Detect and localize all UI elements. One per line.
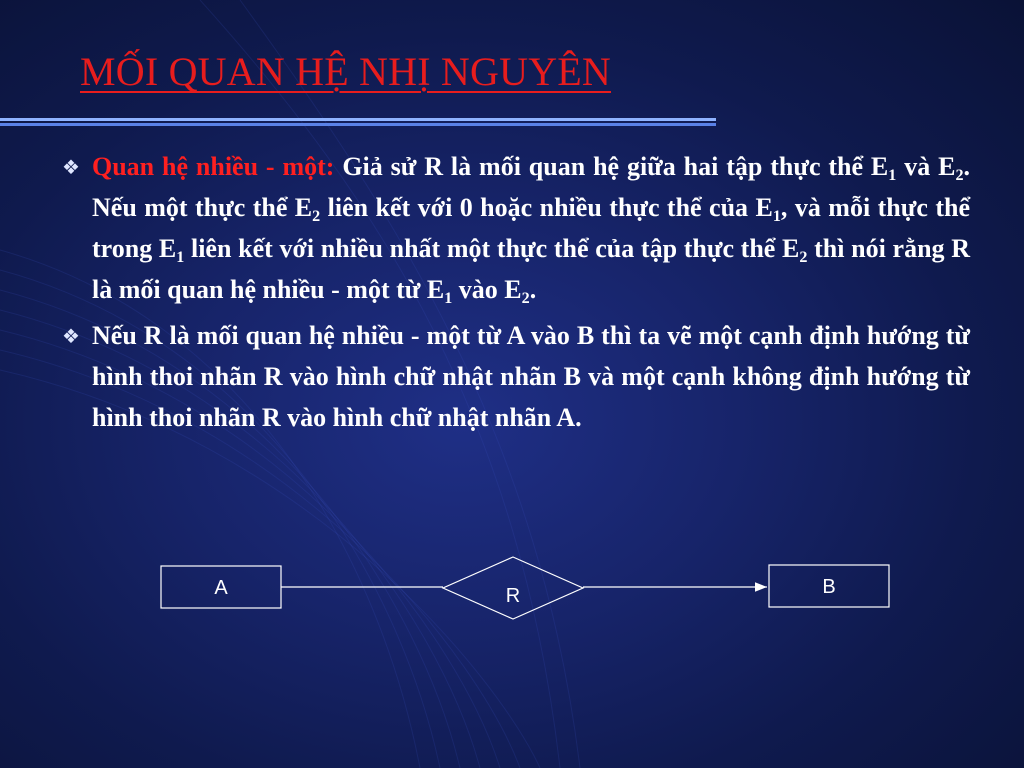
subscript: 1 (444, 289, 453, 307)
subscript: 2 (312, 207, 321, 225)
bullet-text: thì nói rằng R là mối quan hệ nhiều - một từ E (92, 234, 971, 304)
slide-title: MỐI QUAN HỆ NHỊ NGUYÊN (80, 49, 612, 94)
subscript: 2 (799, 248, 808, 266)
relationship-label: R (505, 585, 521, 607)
subscript: 2 (955, 166, 964, 184)
entity-label-b: B (822, 576, 836, 598)
bullet-text: vào E (452, 275, 522, 304)
bullet-text: Nếu R là mối quan hệ nhiều - một từ A vào B thì ta vẽ một cạnh định hướng từ hình thoi nhãn R vào hình chữ nhật nhãn B và một cạnh không định hướng từ hình thoi nhãn R vào hình chữ nhật nhãn A. (92, 321, 970, 432)
bullet-text: . (529, 275, 537, 304)
bullet-text: liên kết với 0 hoặc nhiều thực thể của E (320, 193, 773, 222)
bullet-lead: Quan hệ nhiều - một: (92, 152, 335, 181)
subscript: 1 (176, 248, 185, 266)
bullet-text: liên kết với nhiều nhất một thực thể của tập thực thể E (184, 234, 800, 263)
diamond-bullet-icon: ❖ (62, 326, 80, 348)
bullet-text: . Nếu một thực thể E (92, 152, 970, 222)
entity-label-a: A (214, 577, 228, 599)
bullet-text: và E (896, 152, 956, 181)
subscript: 2 (521, 289, 530, 307)
bullet-text: , và mỗi thực thể trong E (92, 193, 970, 263)
subscript: 1 (888, 166, 897, 184)
bullet-text: Giả sử R là mối quan hệ giữa hai tập thực thể E (334, 152, 889, 181)
diamond-bullet-icon: ❖ (62, 157, 80, 179)
subscript: 1 (772, 207, 781, 225)
